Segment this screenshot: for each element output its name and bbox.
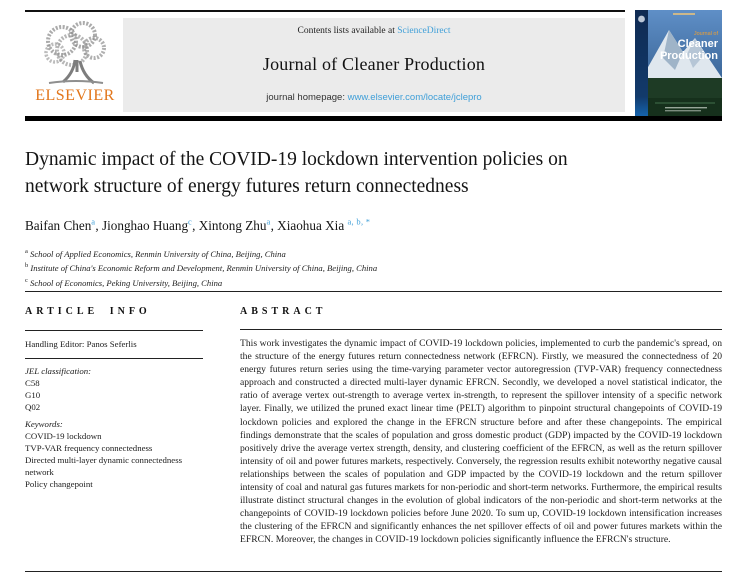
jel-code: Q02 (25, 402, 41, 412)
journal-cover (635, 10, 722, 118)
author-separator: , (95, 218, 102, 234)
journal-masthead (123, 18, 625, 112)
author-line (25, 217, 370, 234)
abstract-text: This work investigates the dynamic impact of COVID-19 lockdown policies, implemented to curb the pandemic's spread, on the structure of the energy futures return connectedness network (EFRCN). Firstly, we measured the connectedness of 20 energy futures return series using the time-varying parameter vector autoregression (TVP-VAR) frequency connectedness approach and constructed a directed multi-layer dynamic EFRCN. Secondly, we developed a novel statistical indicator, the ratio of average vertex out-strength to average vertex in-strength, to represent the spillover intensity of a specific network layer. Finally, we utilized the pruned exact linear time (PELT) algorithm to pinpoint structural changepoints of COVID-19 lockdown policies and explored the change in the EFRCN structure before and after these changepoints. The empirical findings demonstrate that the scales of population and gross domestic product (GDP) impacted by the COVID-19 lockdown positively drive the average vertex strength, density, and clustering coefficient of the EFRCN, as well as the return spillover intensity of oil and power futures markets, respectively. Conversely, the regression results exhibit noteworthy negative causal relationships between the scales of population and GDP impacted by the COVID-19 lockdown and the return spillover intensity of coal and natural gas futures markets for non-periodic and short-term networks. Furthermore, the empirical results illustrate distinct structural changes in the evolution of global indicators of the non-periodic and short-term networks at the changepoints of COVID-19 lockdown policies before June 2020. To sum up, COVID-19 lockdown intensification increases the clustering of the EFRCN and significantly enhances the net spillover effects of oil and power futures markets within the EFRCN. Moreover, the changes in COVID-19 lockdown policies significantly influence the EFRCN's structure. (240, 338, 722, 546)
elsevier-tree-icon (31, 20, 119, 86)
jel-code: C58 (25, 378, 40, 388)
paper-title (25, 147, 665, 200)
handling-editor-name: Panos Seferlis (86, 339, 137, 349)
author-name: Jionghao Huang (101, 218, 189, 234)
section-divider (25, 291, 722, 292)
cover-kicker: Journal of (693, 31, 718, 37)
author-superscript: c (188, 217, 193, 227)
affiliation (25, 246, 377, 260)
author-name: Xintong Zhu (198, 218, 267, 234)
homepage-link[interactable]: www.elsevier.com/locate/jclepro (347, 92, 482, 103)
elsevier-logo (27, 20, 123, 105)
author (25, 218, 102, 233)
author-separator: , (192, 218, 199, 234)
handling-editor (25, 331, 203, 359)
abstract-heading: ABSTRACT (240, 306, 722, 330)
article-info-column (25, 306, 203, 490)
affiliation-superscript: c (25, 276, 28, 284)
page-bottom-rule (25, 571, 722, 572)
contents-line (297, 26, 450, 36)
article-info-heading: ARTICLE INFO (25, 306, 203, 331)
affiliation-text: School of Economics, Peking University, Beijing, China (30, 277, 223, 288)
affiliations (25, 246, 377, 289)
keywords-label: Keywords: (25, 419, 63, 429)
header-top-rule (25, 10, 625, 12)
affiliation-text: School of Applied Economics, Renmin University of China, Beijing, China (30, 248, 286, 259)
affiliation (25, 260, 377, 274)
abstract-column (240, 306, 722, 547)
keyword: Policy changepoint (25, 479, 93, 489)
jel-classification-label: JEL classification: (25, 366, 92, 376)
affiliation-text: Institute of China's Economic Reform and Development, Renmin University of China, Beijing, China (30, 263, 378, 274)
author-name: Baifan Chen (25, 218, 92, 234)
author-superscript: a (91, 217, 96, 227)
journal-title: Journal of Cleaner Production (262, 53, 486, 74)
elsevier-wordmark: ELSEVIER (35, 87, 115, 104)
affiliation (25, 275, 377, 289)
keyword: COVID-19 lockdown (25, 431, 102, 441)
keyword: TVP-VAR frequency connectedness (25, 443, 153, 453)
cover-title-line1: Cleaner (677, 38, 718, 50)
author-superscript: a, b, * (347, 217, 371, 227)
handling-editor-label: Handling Editor: (25, 339, 87, 349)
paper-title-line2: network structure of energy futures return connectedness (25, 175, 469, 197)
author (102, 218, 199, 233)
homepage-label: journal homepage: (266, 92, 348, 103)
cover-title-line2: Production (659, 50, 718, 62)
author (277, 218, 370, 233)
affiliation-superscript: a (25, 248, 28, 255)
contents-prefix: Contents lists available at (297, 26, 398, 36)
author-superscript: a (266, 217, 271, 227)
keyword: Directed multi-layer dynamic connectedness network (25, 455, 183, 477)
jel-code: G10 (25, 390, 41, 400)
affiliation-superscript: b (25, 262, 29, 270)
author (199, 218, 277, 233)
homepage-line (266, 92, 481, 103)
author-name: Xiaohua Xia (277, 218, 345, 234)
journal-cover-art (635, 10, 722, 118)
sciencedirect-link[interactable]: ScienceDirect (397, 26, 451, 36)
header-bottom-bar (25, 116, 722, 121)
paper-title-line1: Dynamic impact of the COVID-19 lockdown intervention policies on (25, 149, 568, 170)
author-separator: , (270, 218, 278, 234)
